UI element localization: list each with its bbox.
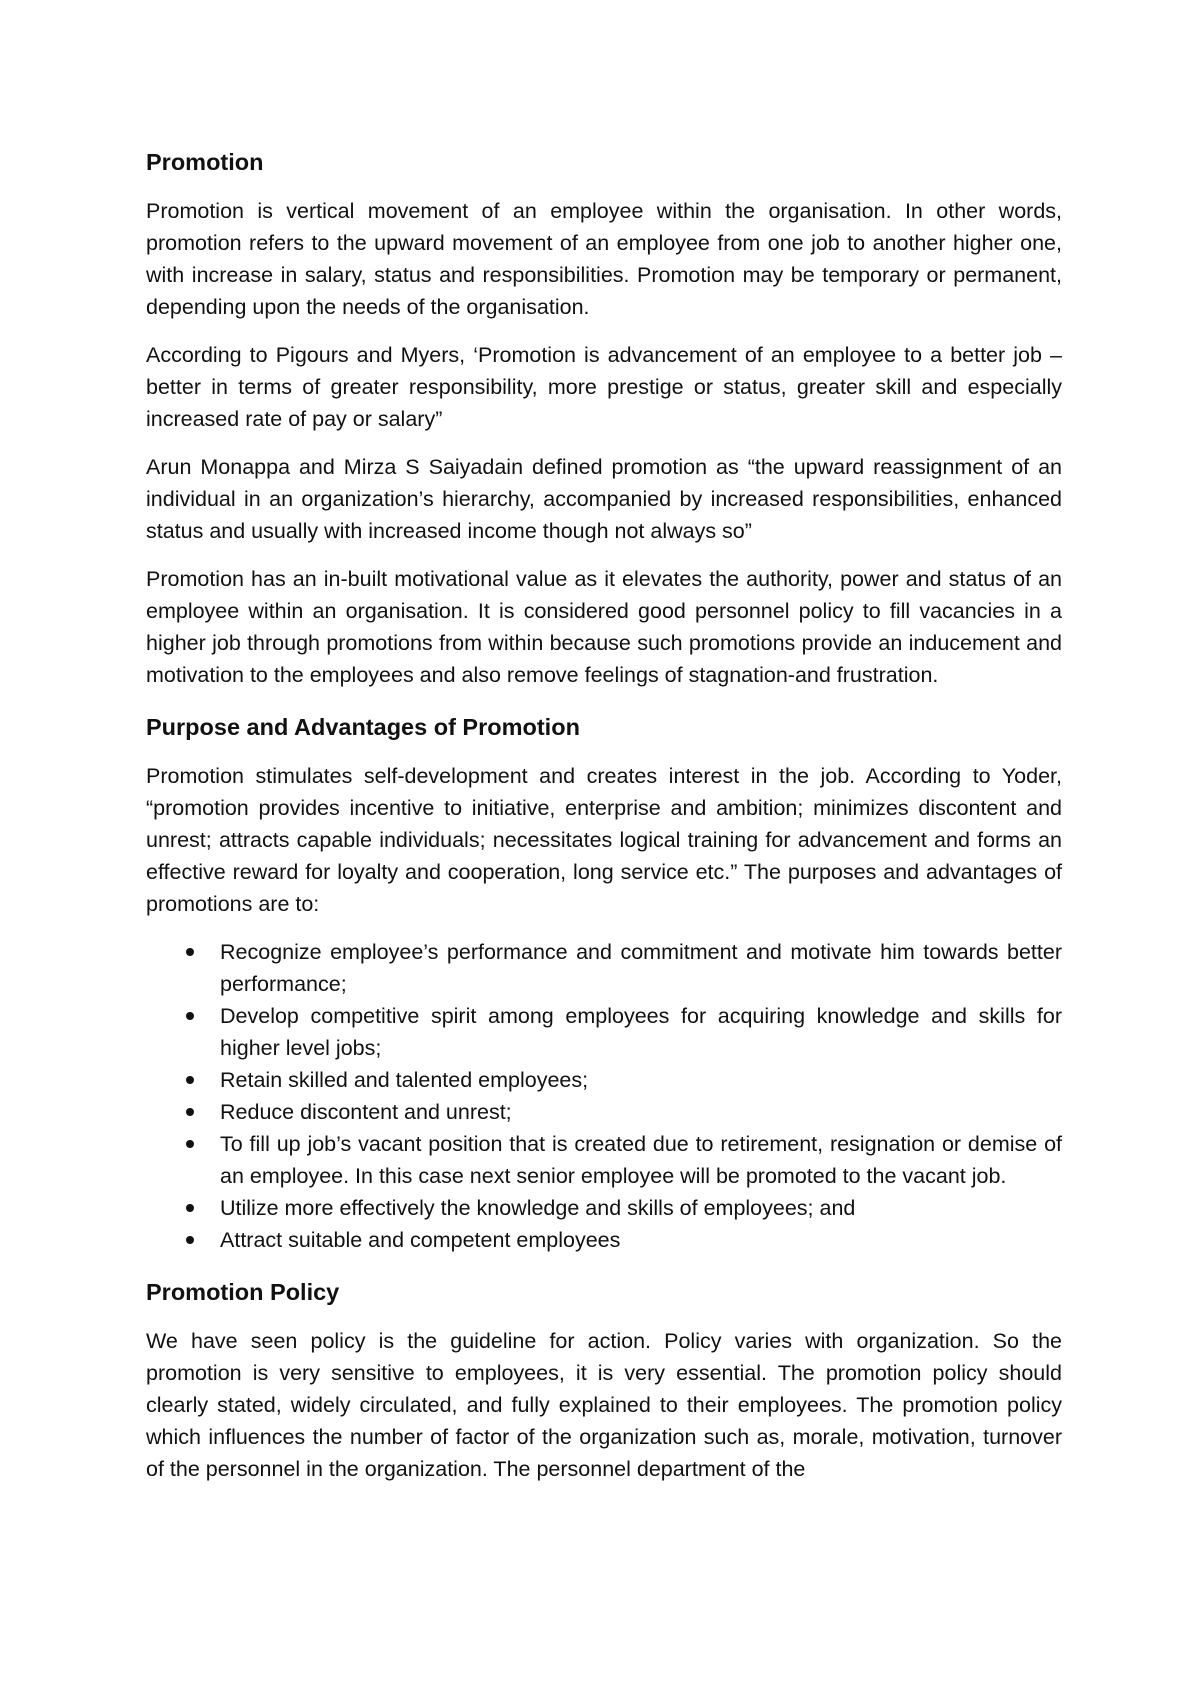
list-item: Develop competitive spirit among employees for acquiring knowledge and skills for higher level jobs;: [146, 1000, 1062, 1064]
bullet-icon: [186, 1012, 194, 1020]
list-item: Utilize more effectively the knowledge and skills of employees; and: [146, 1192, 1062, 1224]
paragraph-promotion-policy: We have seen policy is the guideline for action. Policy varies with organization. So the promotion is very sensitive to employees, it is very essential. The promotion policy should clearly stated, widely circulated, and fully explained to their employees. The promotion policy which influences the number of factor of the organization such as, morale, motivation, turnover of the personnel in the organization. The personnel department of the: [146, 1329, 1062, 1481]
paragraph-purpose-intro: Promotion stimulates self-development and creates interest in the job. According to Yoder, “promotion provides incentive to initiative, enterprise and ambition; minimizes discontent and unrest; attracts capable individuals; necessitates logical training for advancement and forms an effective reward for loyalty and cooperation, long service etc.” The purposes and advantages of promotions are to:: [146, 764, 1062, 916]
list-item: Recognize employee’s performance and commitment and motivate him towards better performance;: [146, 936, 1062, 1000]
list-item: Attract suitable and competent employees: [146, 1224, 1062, 1256]
heading-promotion-policy: Promotion Policy: [146, 1279, 340, 1305]
paragraph-motivational-value: Promotion has an in-built motivational value as it elevates the authority, power and status of an employee within an organisation. It is considered good personnel policy to fill vacancies in a higher job through promotions from within because such promotions provide an inducement and motivation to the employees and also remove feelings of stagnation-and frustration.: [146, 567, 1062, 687]
bullet-icon: [186, 1204, 194, 1212]
bullet-icon: [186, 1108, 194, 1116]
paragraph-promotion-definition: Promotion is vertical movement of an employee within the organisation. In other words, promotion refers to the upward movement of an employee from one job to another higher one, with increase in salary, status and responsibilities. Promotion may be temporary or permanent, depending upon the needs of the organisation.: [146, 199, 1062, 319]
advantages-list: [146, 936, 1062, 1256]
list-item: Retain skilled and talented employees;: [146, 1064, 1062, 1096]
bullet-icon: [186, 948, 194, 956]
document-page: [146, 146, 1062, 1485]
bullet-icon: [186, 1140, 194, 1148]
list-item: To fill up job’s vacant position that is created due to retirement, resignation or demise of an employee. In this case next senior employee will be promoted to the vacant job.: [146, 1128, 1062, 1192]
bullet-icon: [186, 1236, 194, 1244]
list-item: Reduce discontent and unrest;: [146, 1096, 1062, 1128]
paragraph-monappa-saiyadain-quote: Arun Monappa and Mirza S Saiyadain defined promotion as “the upward reassignment of an individual in an organization’s hierarchy, accompanied by increased responsibilities, enhanced status and usually with increased income though not always so”: [146, 455, 1062, 543]
heading-purpose-advantages: Purpose and Advantages of Promotion: [146, 714, 580, 740]
heading-promotion: Promotion: [146, 149, 264, 175]
bullet-icon: [186, 1076, 194, 1084]
paragraph-pigours-myers-quote: According to Pigours and Myers, ‘Promotion is advancement of an employee to a better job – better in terms of greater responsibility, more prestige or status, greater skill and especially increased rate of pay or salary”: [146, 343, 1062, 431]
